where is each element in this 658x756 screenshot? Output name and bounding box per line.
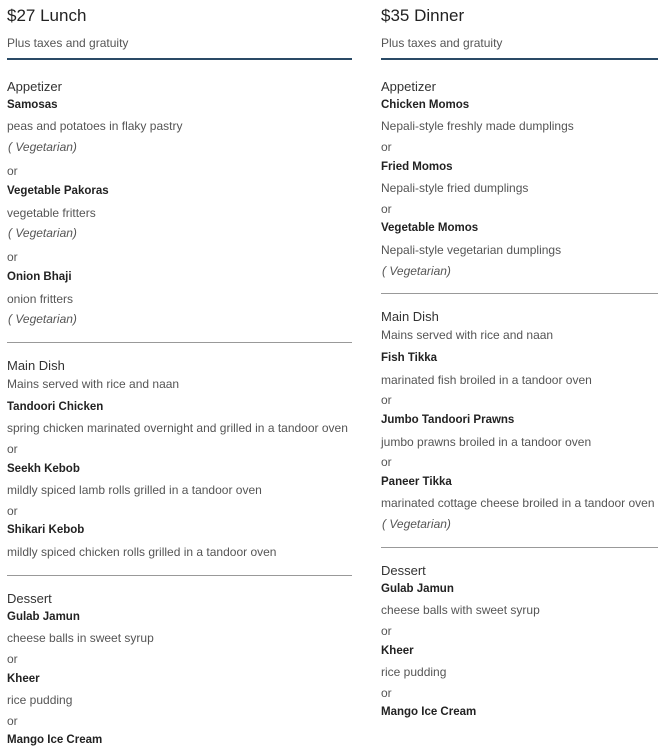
dinner-dessert-item-name: Mango Ice Cream xyxy=(381,706,477,718)
lunch-main-item-desc: spring chicken marinated overnight and grilled in a tandoor oven xyxy=(7,421,348,435)
section-divider xyxy=(381,293,658,294)
lunch-main-item-name: Tandoori Chicken xyxy=(7,401,104,413)
dinner-appetizer-item-tag: ( Vegetarian) xyxy=(382,264,451,278)
lunch-main-item-name: Shikari Kebob xyxy=(7,524,85,536)
dinner-appetizer-item-desc: Nepali-style fried dumplings xyxy=(381,181,529,195)
or-separator: or xyxy=(381,140,392,154)
dinner-main-item-name: Jumbo Tandoori Prawns xyxy=(381,414,515,426)
lunch-dessert-item-name: Gulab Jamun xyxy=(7,611,80,623)
dinner-appetizer-item-desc: Nepali-style freshly made dumplings xyxy=(381,119,574,133)
dinner-header-divider xyxy=(381,58,658,60)
lunch-appetizer-item-tag: ( Vegetarian) xyxy=(8,312,77,326)
lunch-dessert-item-name: Mango Ice Cream xyxy=(7,734,103,746)
dinner-main-title: Main Dish xyxy=(381,309,439,324)
lunch-main-item-name: Seekh Kebob xyxy=(7,463,80,475)
dinner-main-item-desc: marinated fish broiled in a tandoor oven xyxy=(381,373,592,387)
lunch-appetizer-item-tag: ( Vegetarian) xyxy=(8,140,77,154)
section-divider xyxy=(7,342,352,343)
lunch-header-divider xyxy=(7,58,352,60)
lunch-dessert-item-desc: rice pudding xyxy=(7,693,73,707)
or-separator: or xyxy=(7,164,18,178)
lunch-menu-title: $27 Lunch xyxy=(7,6,87,25)
or-separator: or xyxy=(381,393,392,407)
lunch-main-note: Mains served with rice and naan xyxy=(7,377,180,391)
dinner-appetizer-item-name: Chicken Momos xyxy=(381,99,470,111)
dinner-main-item-name: Fish Tikka xyxy=(381,352,438,364)
dinner-dessert-item-desc: rice pudding xyxy=(381,665,447,679)
or-separator: or xyxy=(7,652,18,666)
lunch-appetizer-item-name: Onion Bhaji xyxy=(7,271,72,283)
or-separator: or xyxy=(7,250,18,264)
or-separator: or xyxy=(381,624,392,638)
dinner-main-item-tag: ( Vegetarian) xyxy=(382,517,451,531)
lunch-dessert-item-name: Kheer xyxy=(7,673,40,685)
section-divider xyxy=(381,547,658,548)
or-separator: or xyxy=(7,714,18,728)
lunch-appetizer-item-name: Samosas xyxy=(7,99,58,111)
dinner-appetizer-item-name: Fried Momos xyxy=(381,161,453,173)
dinner-main-item-desc: jumbo prawns broiled in a tandoor oven xyxy=(381,435,592,449)
dinner-dessert-item-name: Gulab Jamun xyxy=(381,583,454,595)
lunch-appetizer-item-desc: vegetable fritters xyxy=(7,206,96,220)
dinner-main-note: Mains served with rice and naan xyxy=(381,328,554,342)
or-separator: or xyxy=(381,202,392,216)
lunch-main-title: Main Dish xyxy=(7,358,65,373)
or-separator: or xyxy=(7,442,18,456)
or-separator: or xyxy=(381,686,392,700)
lunch-dessert-item-desc: cheese balls in sweet syrup xyxy=(7,631,154,645)
dinner-dessert-item-desc: cheese balls with sweet syrup xyxy=(381,603,540,617)
dinner-main-item-desc: marinated cottage cheese broiled in a tandoor oven xyxy=(381,496,655,510)
lunch-appetizer-item-desc: onion fritters xyxy=(7,292,74,306)
dinner-main-item-name: Paneer Tikka xyxy=(381,476,452,488)
lunch-appetizer-item-desc: peas and potatoes in flaky pastry xyxy=(7,119,183,133)
dinner-appetizer-item-desc: Nepali-style vegetarian dumplings xyxy=(381,243,562,257)
dinner-appetizer-item-name: Vegetable Momos xyxy=(381,222,479,234)
lunch-appetizer-item-tag: ( Vegetarian) xyxy=(8,226,77,240)
dinner-dessert-title: Dessert xyxy=(381,563,426,578)
dinner-dessert-item-name: Kheer xyxy=(381,645,414,657)
lunch-main-item-desc: mildly spiced lamb rolls grilled in a tandoor oven xyxy=(7,483,262,497)
dinner-appetizer-title: Appetizer xyxy=(381,79,436,94)
lunch-menu-subtitle: Plus taxes and gratuity xyxy=(7,36,129,50)
lunch-dessert-title: Dessert xyxy=(7,591,52,606)
lunch-appetizer-item-name: Vegetable Pakoras xyxy=(7,185,109,197)
section-divider xyxy=(7,575,352,576)
lunch-main-item-desc: mildly spiced chicken rolls grilled in a tandoor oven xyxy=(7,545,277,559)
dinner-menu-subtitle: Plus taxes and gratuity xyxy=(381,36,503,50)
or-separator: or xyxy=(7,504,18,518)
lunch-appetizer-title: Appetizer xyxy=(7,79,62,94)
dinner-menu-title: $35 Dinner xyxy=(381,6,465,25)
or-separator: or xyxy=(381,455,392,469)
